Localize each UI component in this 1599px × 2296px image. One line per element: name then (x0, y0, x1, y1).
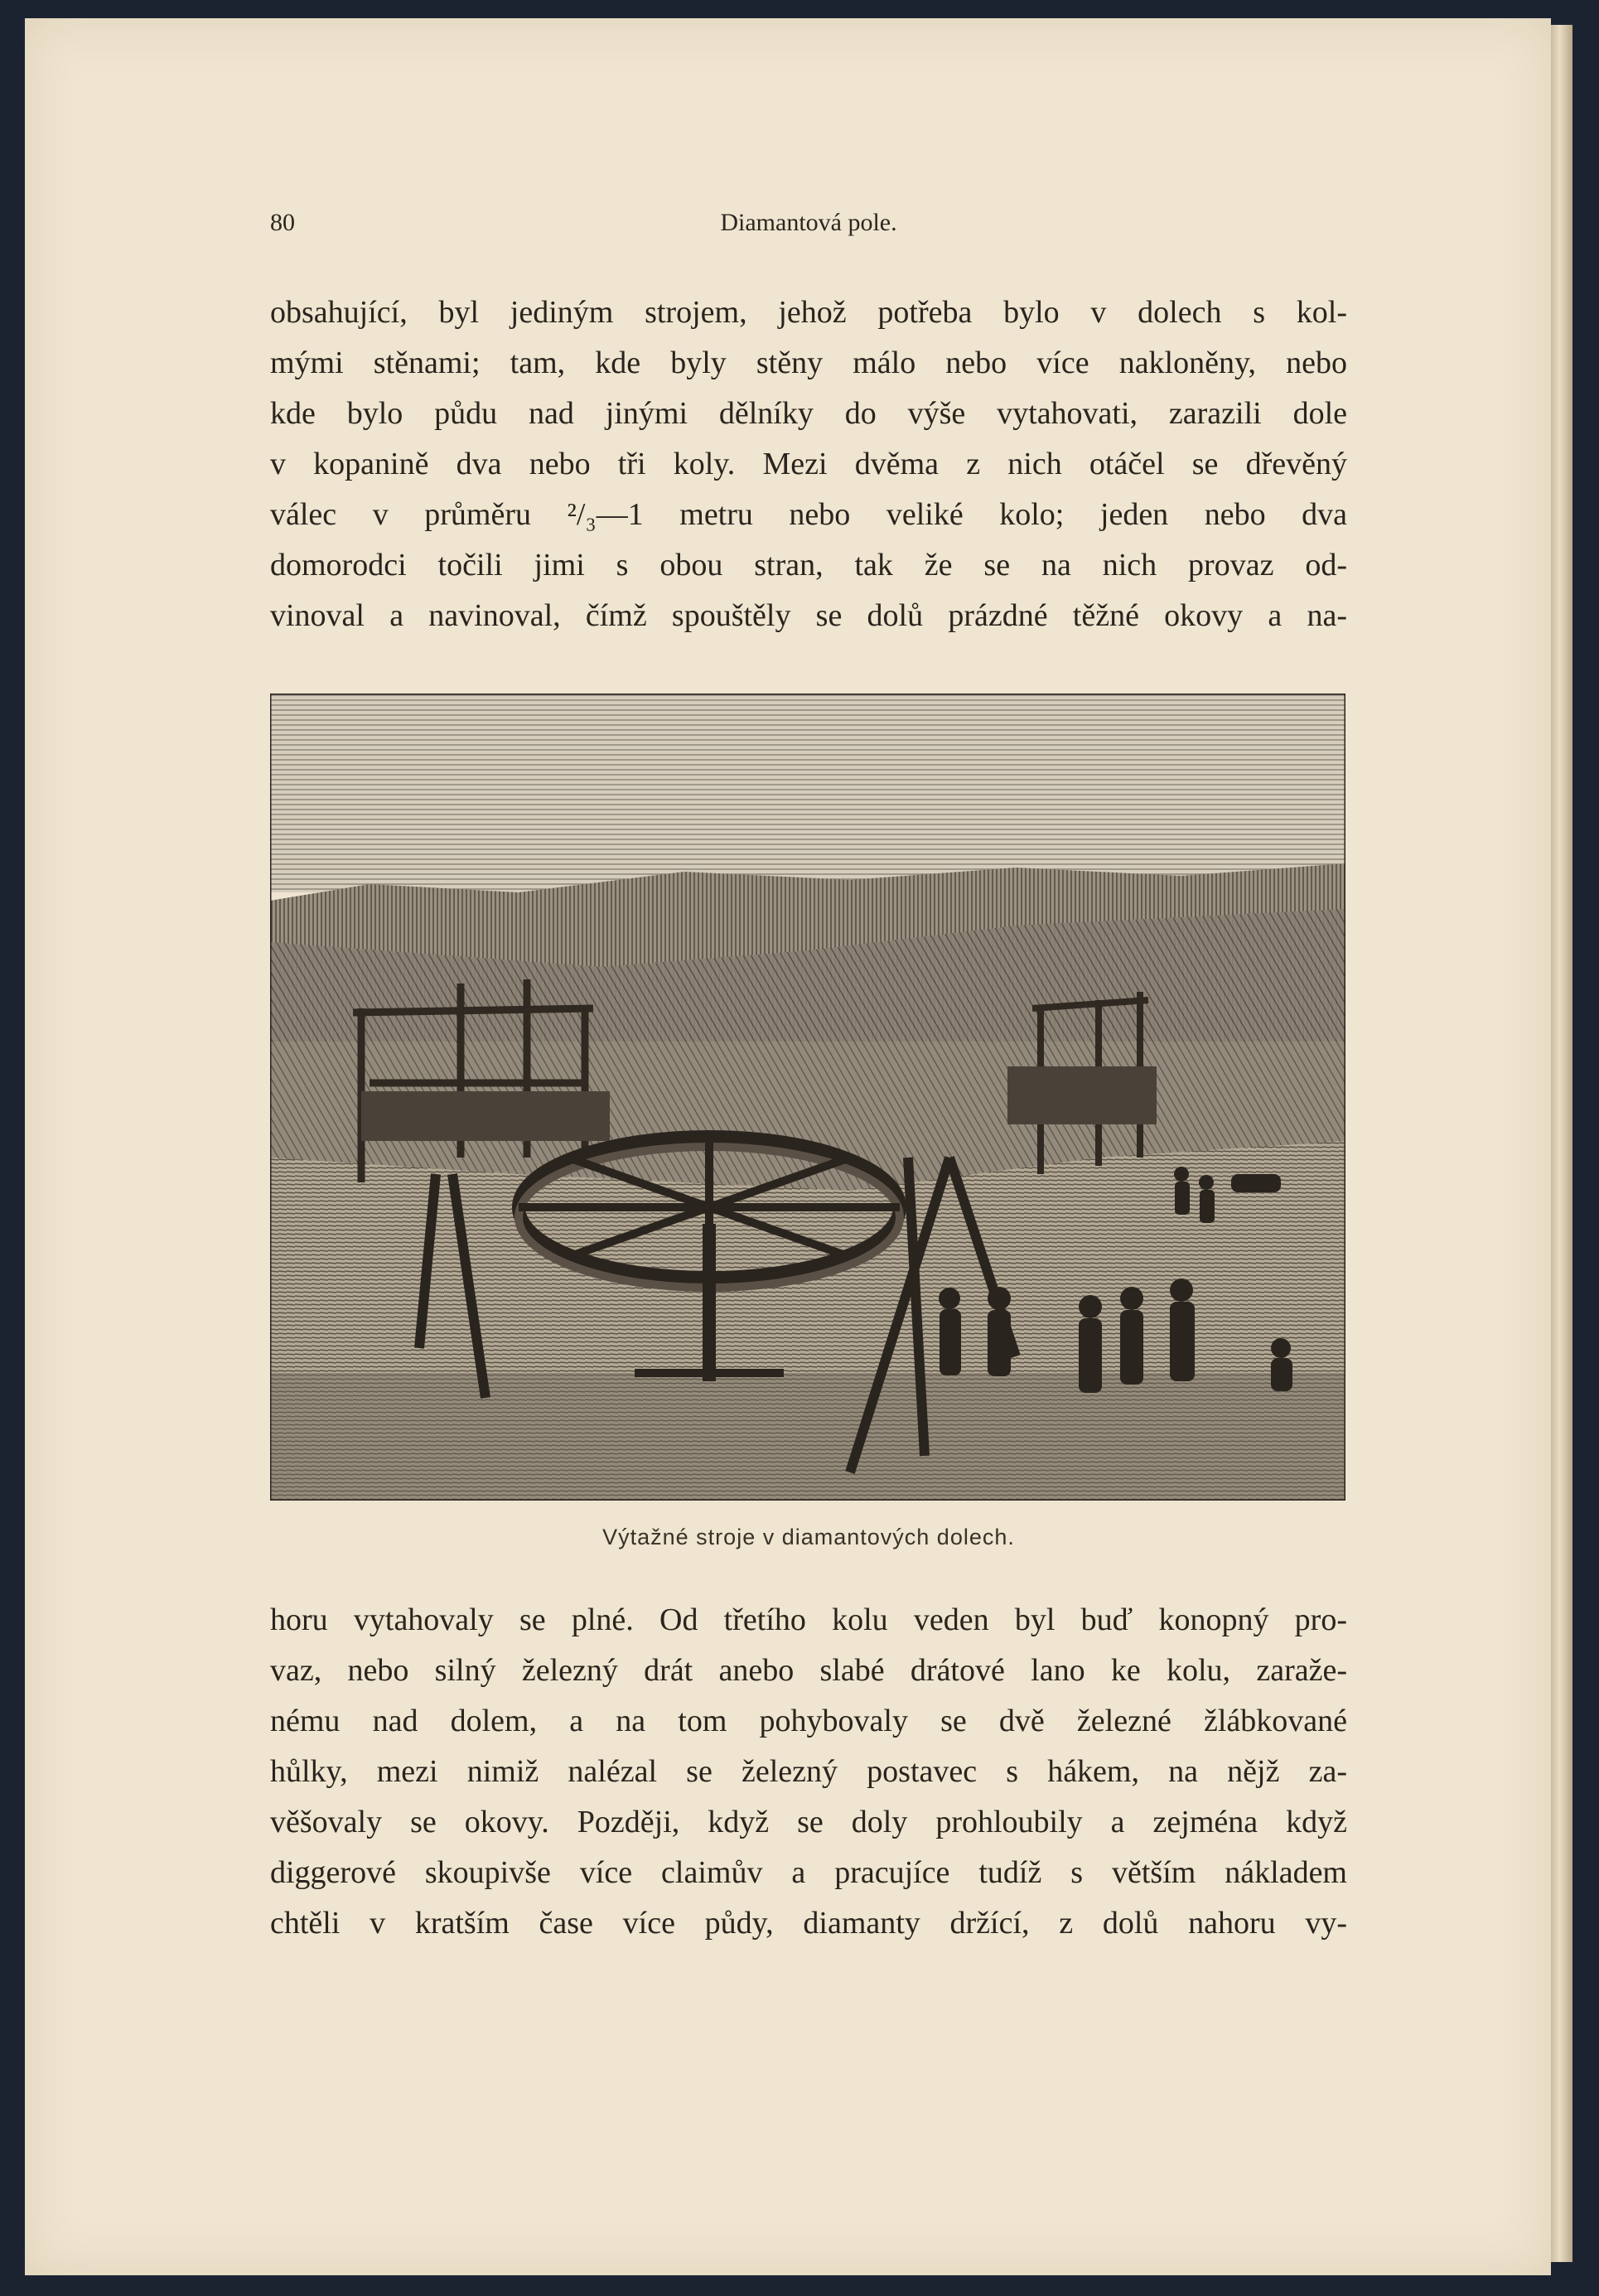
text-line: vaz, nebo silný železný drát anebo slabé drátové lano ke kolu, zaraže- (270, 1653, 1347, 1688)
sky (270, 694, 1345, 892)
text-line: obsahující, byl jediným strojem, jehož potřeba bylo v dolech s kol- (270, 295, 1347, 330)
text-line: vinoval a navinoval, čímž spouštěly se dolů prázdné těžné okovy a na- (270, 598, 1347, 633)
page-edge (1551, 25, 1572, 2262)
page-number: 80 (270, 209, 295, 236)
figure-caption: Výtažné stroje v diamantových dolech. (602, 1525, 1015, 1549)
text-line: mými stěnami; tam, kde byly stěny málo nebo více nakloněny, nebo (270, 346, 1347, 380)
text-line: diggerové skoupivše více claimův a pracujíce tudíž s větším nákladem (270, 1855, 1347, 1890)
text-line: horu vytahovaly se plné. Od třetího kolu veden byl buď konopný pro- (270, 1602, 1347, 1637)
left-platform (361, 1091, 610, 1141)
text-line: věšovaly se okovy. Později, když se doly prohloubily a zejména když (270, 1805, 1347, 1839)
paragraph-top (270, 288, 1347, 641)
text-line: hůlky, mezi nimiž nalézal se železný postavec s hákem, na nějž za- (270, 1754, 1347, 1789)
running-title: Diamantová pole. (720, 209, 897, 236)
text-line: v kopanině dva nebo tři koly. Mezi dvěma z nich otáčel se dřevěný (270, 447, 1347, 481)
text-line: nému nad dolem, a na tom pohybovaly se dvě železné žlábkované (270, 1704, 1347, 1738)
text-line: kde bylo půdu nad jinými dělníky do výše vytahovati, zarazili dole (270, 396, 1347, 431)
paragraph-bottom (270, 1595, 1347, 1949)
right-platform (1007, 1066, 1157, 1124)
text-line: chtěli v kratším čase více půdy, diamanty držící, z dolů nahoru vy- (270, 1906, 1347, 1941)
page-header (270, 209, 1347, 242)
text-line: válec v průměru ²/₃—1 metru nebo veliké kolo; jeden nebo dva (270, 497, 1347, 532)
text-line: domorodci točili jimi s obou stran, tak že se na nich provaz od- (270, 548, 1347, 582)
foreground-shadow (270, 1373, 1345, 1501)
engraving-illustration (270, 694, 1345, 1501)
